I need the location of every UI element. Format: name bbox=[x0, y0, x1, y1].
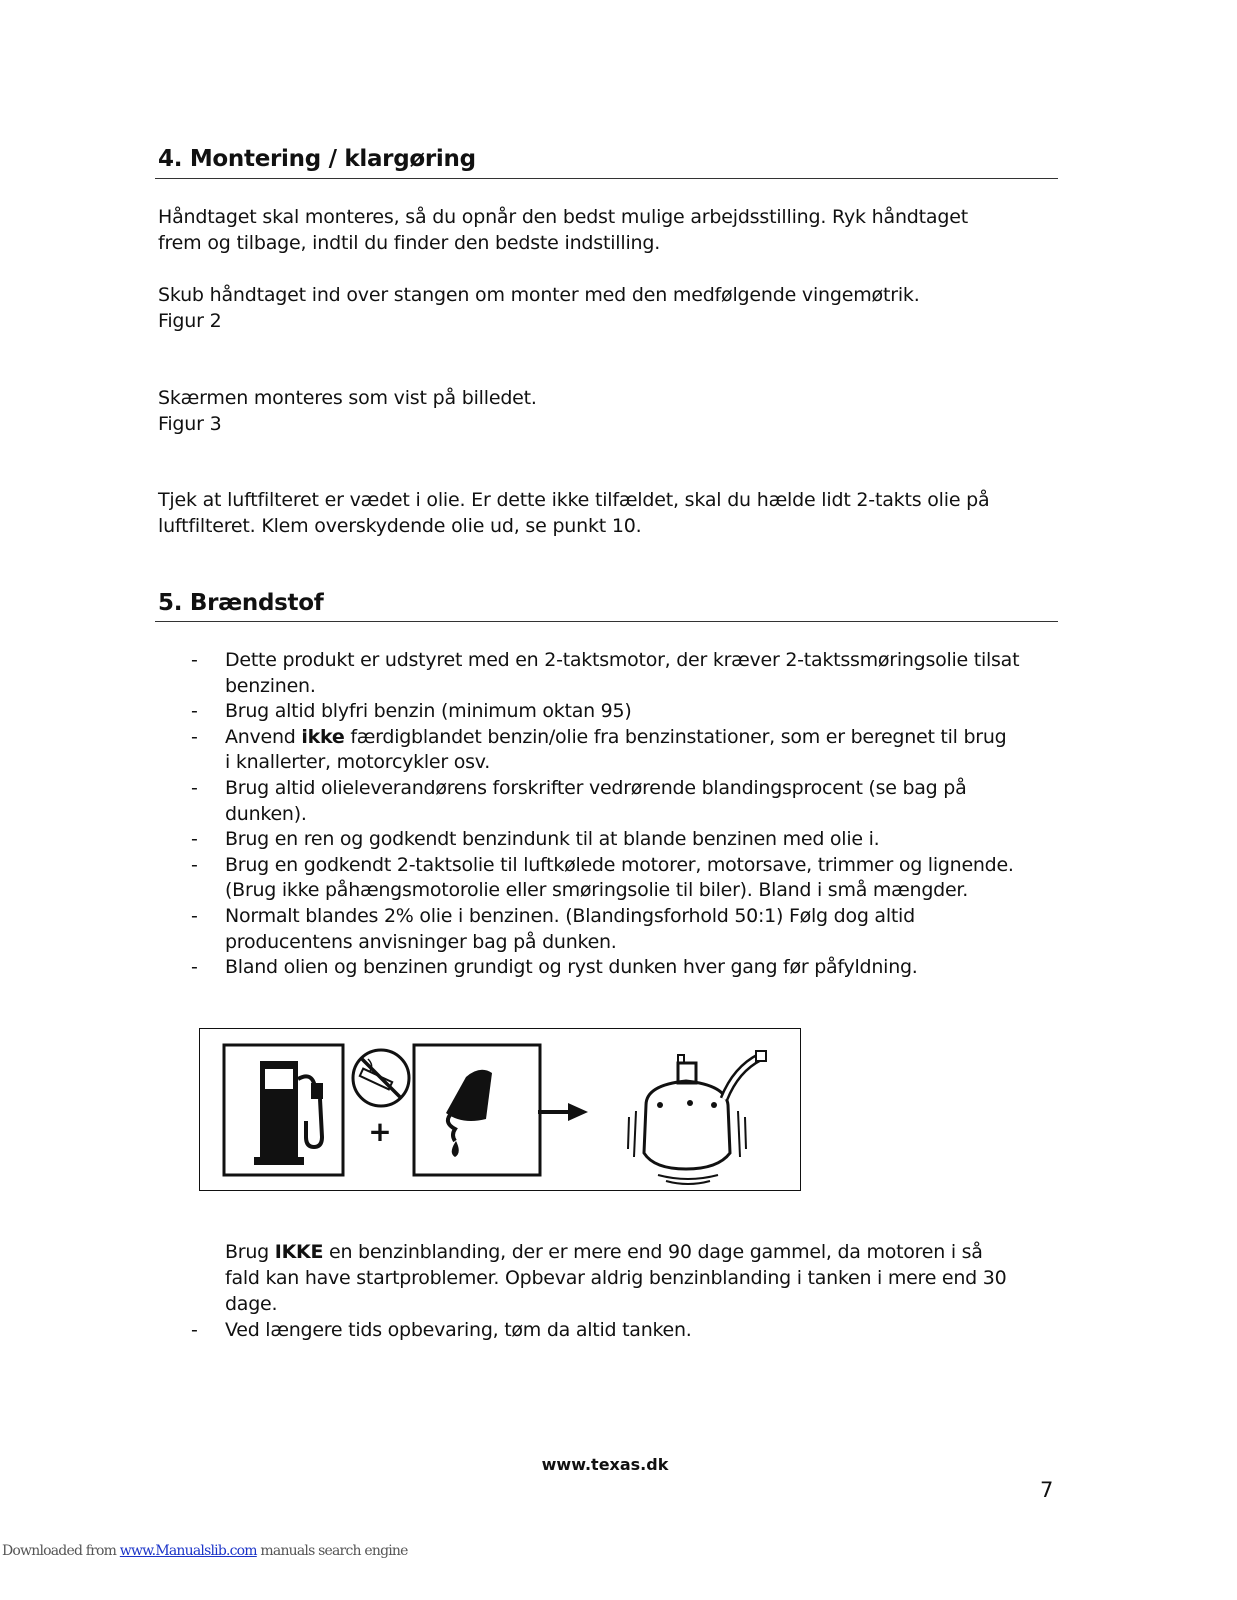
list-item-text: producentens anvisninger bag på dunken. bbox=[225, 930, 617, 953]
footer-text: Downloaded from bbox=[2, 1543, 120, 1559]
text-line: fald kan have startproblemer. Opbevar aldrig benzinblanding i tanken i mere end 30 bbox=[225, 1267, 1007, 1289]
list-item-text: Brug en ren og godkendt benzindunk til at blande benzinen med olie i. bbox=[225, 828, 880, 851]
page-number: 7 bbox=[1040, 1478, 1054, 1502]
list-item-text: Dette produkt er udstyret med en 2-taktsmotor, der kræver 2-taktssmøringsolie tilsat bbox=[225, 649, 1020, 671]
list-item bbox=[158, 699, 1063, 725]
no-smoking-icon bbox=[353, 1050, 409, 1106]
list-item-text: Brug altid blyfri benzin (minimum oktan 95) bbox=[225, 700, 632, 723]
website-url: www.texas.dk bbox=[541, 1455, 669, 1474]
dash-bullet: - bbox=[191, 776, 198, 799]
dash-bullet: - bbox=[191, 828, 198, 851]
plus-icon: + bbox=[368, 1115, 392, 1148]
text-run: færdigblandet benzin/olie fra benzinstationer, som er beregnet til brug bbox=[344, 725, 1007, 748]
list-item-text: (Brug ikke påhængsmotorolie eller smøringsolie til biler). Bland i små mængder. bbox=[225, 879, 969, 902]
list-item-text: Ved længere tids opbevaring, tøm da altid tanken. bbox=[225, 1319, 692, 1341]
dash-bullet: - bbox=[191, 700, 198, 723]
list-item bbox=[158, 725, 1063, 776]
figure-reference: Figur 3 bbox=[158, 413, 222, 435]
figure-reference: Figur 2 bbox=[158, 310, 222, 332]
arrow-right-icon bbox=[538, 1103, 588, 1121]
text-run: Brug bbox=[225, 1241, 275, 1263]
emphasis: IKKE bbox=[274, 1241, 324, 1263]
section-5-rule bbox=[155, 621, 1058, 622]
fuel-mixing-illustration bbox=[200, 1029, 799, 1189]
list-item bbox=[158, 955, 1063, 981]
list-item bbox=[158, 853, 1063, 904]
section-4-heading: 4. Montering / klargøring bbox=[158, 146, 476, 172]
list-item-text: Brug altid olieleverandørens forskrifter vedrørende blandingsprocent (se bag på bbox=[225, 776, 967, 799]
fuel-instructions-list bbox=[158, 648, 1063, 981]
list-item bbox=[158, 904, 1063, 955]
dash-bullet: - bbox=[191, 853, 198, 876]
list-item-text: benzinen. bbox=[225, 674, 316, 697]
footer-text: manuals search engine bbox=[256, 1543, 408, 1559]
text-line: luftfilteret. Klem overskydende olie ud, se punkt 10. bbox=[158, 515, 642, 537]
storage-warning-note bbox=[225, 1239, 1060, 1317]
dash-bullet: - bbox=[191, 956, 198, 979]
text-line: Skub håndtaget ind over stangen om monter med den medfølgende vingemøtrik. bbox=[158, 284, 920, 306]
list-item-text: i knallerter, motorcykler osv. bbox=[225, 751, 491, 774]
fuel-can-shaking-icon bbox=[628, 1051, 766, 1184]
fuel-pump-icon bbox=[224, 1045, 343, 1175]
list-item bbox=[158, 776, 1063, 827]
section-5-heading: 5. Brændstof bbox=[158, 590, 324, 616]
section-4-rule bbox=[155, 178, 1058, 179]
section-4-paragraph-3 bbox=[158, 385, 1058, 437]
manualslib-link[interactable]: www.Manualslib.com bbox=[119, 1543, 257, 1559]
text-line: Tjek at luftfilteret er vædet i olie. Er dette ikke tilfældet, skal du hælde lidt 2-takts olie på bbox=[158, 489, 990, 511]
list-item-text: Normalt blandes 2% olie i benzinen. (Blandingsforhold 50:1) Følg dog altid bbox=[225, 904, 915, 927]
dash-bullet: - bbox=[191, 904, 198, 927]
oil-funnel-icon bbox=[414, 1045, 540, 1175]
text-line: dage. bbox=[225, 1293, 278, 1315]
list-item-text: Brug en godkendt 2-taktsolie til luftkølede motorer, motorsave, trimmer og lignende. bbox=[225, 853, 1014, 876]
list-item-text bbox=[225, 725, 1063, 751]
dash-bullet: - bbox=[191, 725, 198, 748]
section-4-paragraph-2 bbox=[158, 282, 1058, 334]
download-footer bbox=[2, 1543, 408, 1559]
dash-bullet: - bbox=[191, 649, 198, 671]
text-run: Anvend bbox=[225, 725, 302, 748]
text-line: Håndtaget skal monteres, så du opnår den bedst mulige arbejdsstilling. Ryk håndtaget bbox=[158, 206, 968, 228]
list-item bbox=[158, 827, 1063, 853]
emphasis: ikke bbox=[301, 725, 345, 748]
list-item bbox=[158, 648, 1063, 699]
fuel-mixing-figure bbox=[199, 1028, 801, 1191]
text-run: en benzinblanding, der er mere end 90 dage gammel, da motoren i så bbox=[323, 1241, 983, 1263]
text-line bbox=[225, 1239, 1060, 1265]
section-4-paragraph-4 bbox=[158, 487, 1058, 539]
dash-bullet: - bbox=[191, 1319, 198, 1341]
text-line: frem og tilbage, indtil du finder den bedste indstilling. bbox=[158, 232, 661, 254]
list-item-text: Bland olien og benzinen grundigt og ryst dunken hver gang før påfyldning. bbox=[225, 956, 918, 979]
text-line: Skærmen monteres som vist på billedet. bbox=[158, 387, 537, 409]
section-4-paragraph-1 bbox=[158, 204, 1058, 256]
list-item-text: dunken). bbox=[225, 802, 307, 825]
